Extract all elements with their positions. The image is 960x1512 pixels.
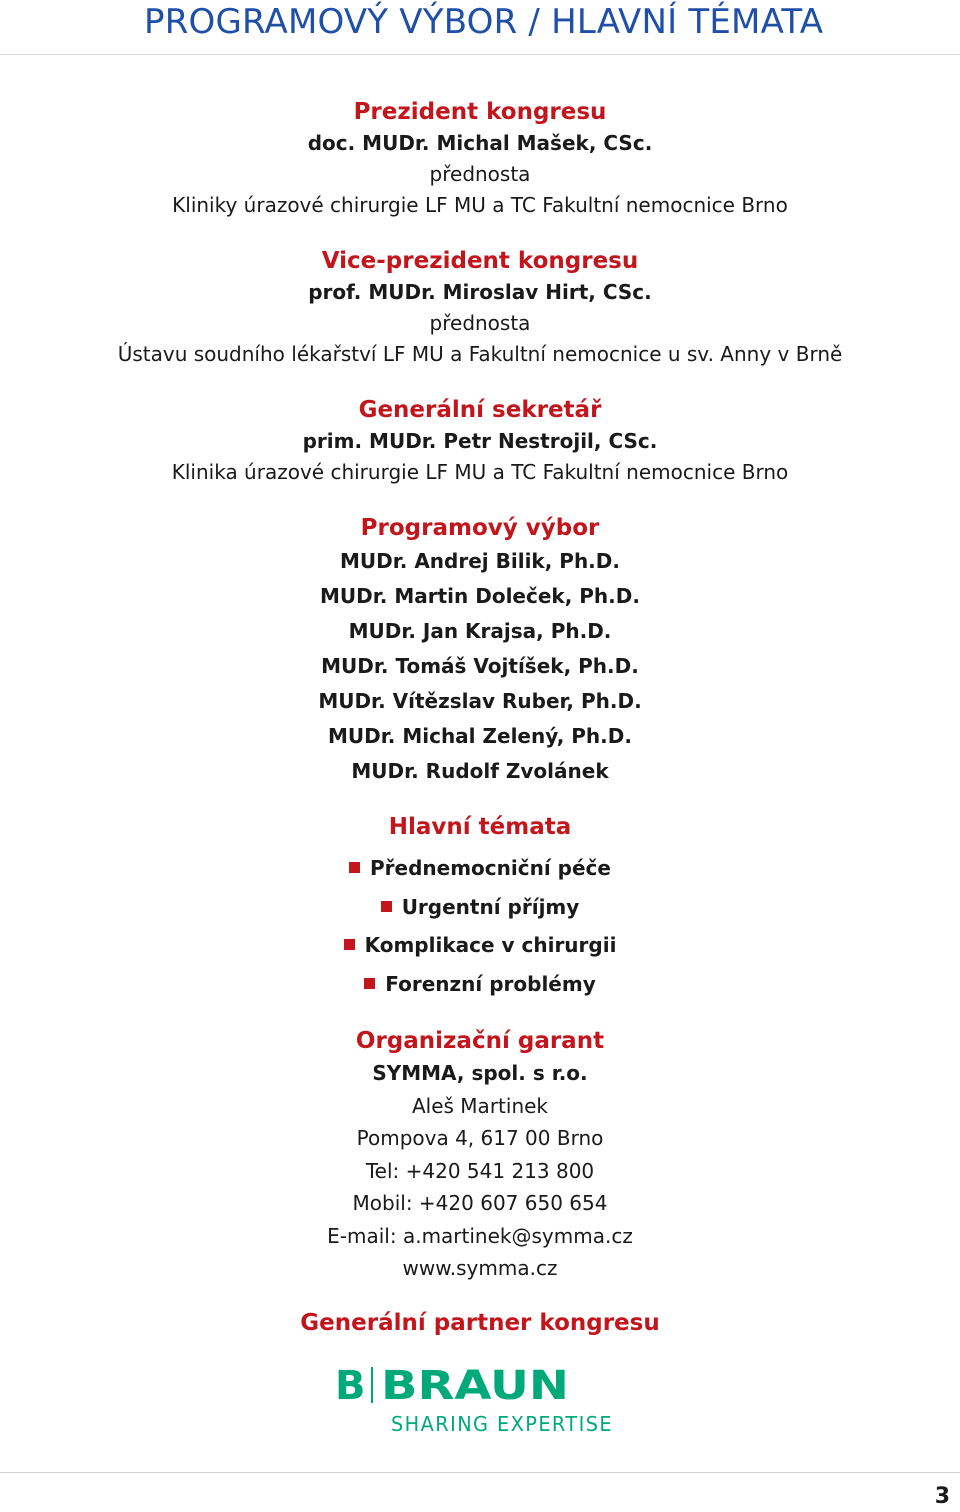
vice-president-heading: Vice-prezident kongresu [321,248,639,274]
committee-heading: Programový výbor [360,515,600,541]
organizer-email: E-mail: a.martinek@symma.cz [327,1223,633,1248]
committee-section [0,512,960,789]
organizer-section [0,1025,960,1285]
page-title: PROGRAMOVÝ VÝBOR / HLAVNÍ TÉMATA [144,2,824,42]
page-number: 3 [934,1484,950,1509]
bbraun-logo-graphic [335,1361,625,1435]
committee-member: MUDr. Jan Krajsa, Ph.D. [348,619,612,643]
organizer-web: www.symma.cz [402,1256,558,1280]
committee-member: MUDr. Andrej Bilik, Ph.D. [340,549,620,573]
vice-president-role: přednosta [429,311,531,335]
topic-item [0,888,960,927]
organizer-company: SYMMA, spol. s r.o. [372,1061,588,1085]
topics-section [0,811,960,1003]
logo-tagline: SHARING EXPERTISE [391,1411,613,1435]
square-bullet-icon [364,978,375,989]
vice-president-section [0,245,960,370]
topic-item [0,849,960,888]
president-heading: Prezident kongresu [353,99,607,125]
vice-president-name: prof. MUDr. Miroslav Hirt, CSc. [308,280,652,304]
committee-member: MUDr. Rudolf Zvolánek [351,759,609,783]
committee-member: MUDr. Tomáš Vojtíšek, Ph.D. [321,654,639,678]
secretary-institution: Klinika úrazové chirurgie LF MU a TC Fakultní nemocnice Brno [171,460,789,484]
topic-item [0,926,960,965]
partner-section [0,1307,960,1435]
committee-member: MUDr. Vítězslav Ruber, Ph.D. [318,689,642,713]
secretary-name: prim. MUDr. Petr Nestrojil, CSc. [302,429,658,453]
topics-heading: Hlavní témata [388,814,572,840]
topic-label: Urgentní příjmy [401,894,580,919]
president-name: doc. MUDr. Michal Mašek, CSc. [307,131,653,155]
topic-item [0,965,960,1004]
organizer-heading: Organizační garant [355,1028,605,1054]
topic-label: Komplikace v chirurgii [364,933,617,957]
footer-divider [0,1472,960,1473]
logo-b-letter: B [335,1362,366,1409]
topics-list [0,849,960,1003]
vice-president-institution: Ústavu soudního lékařství LF MU a Fakultní nemocnice u sv. Anny v Brně [117,342,843,366]
president-section [0,96,960,221]
organizer-tel: Tel: +420 541 213 800 [365,1158,595,1183]
square-bullet-icon [344,939,355,950]
committee-member: MUDr. Martin Doleček, Ph.D. [320,584,640,608]
logo-divider [371,1367,373,1403]
bbraun-logo [0,1361,960,1435]
organizer-address: Pompova 4, 617 00 Brno [356,1126,604,1150]
organizer-mobile: Mobil: +420 607 650 654 [352,1191,608,1215]
secretary-section [0,394,960,488]
organizer-contact: Aleš Martinek [411,1093,548,1118]
partner-heading: Generální partner kongresu [300,1309,660,1336]
secretary-heading: Generální sekretář [358,397,602,423]
title-divider [0,54,960,55]
main-content [0,96,960,1435]
square-bullet-icon [381,901,392,912]
president-institution: Kliniky úrazové chirurgie LF MU a TC Fakultní nemocnice Brno [172,193,788,217]
president-role: přednosta [429,162,531,186]
square-bullet-icon [349,862,360,873]
committee-member: MUDr. Michal Zelený, Ph.D. [328,724,632,748]
topic-label: Forenzní problémy [385,971,596,996]
topic-label: Přednemocniční péče [370,856,611,880]
logo-braun-word: BRAUN [381,1362,569,1409]
